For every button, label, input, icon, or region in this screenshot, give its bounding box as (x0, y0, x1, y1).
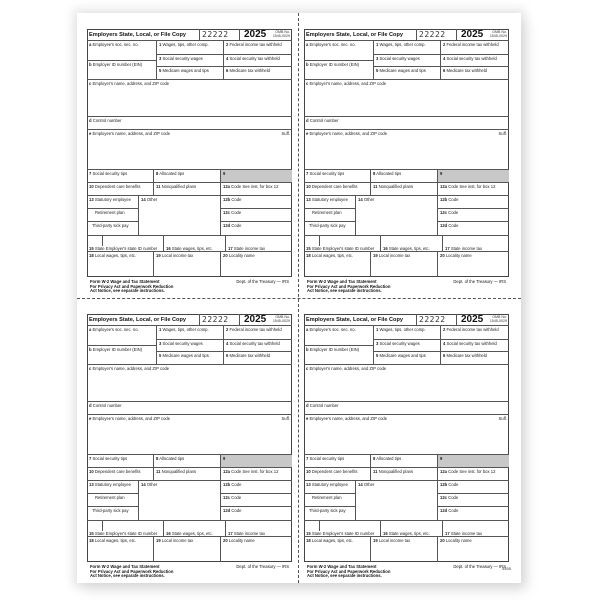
box-12a[interactable]: 12a Code See inst. for box 12 (221, 183, 292, 196)
form-year-block (457, 314, 509, 326)
omb-value: 1545-0029 (489, 319, 507, 324)
footer-dept: Dept. of the Treasury — IRS (236, 564, 289, 569)
form-footer (304, 564, 509, 578)
box-12a[interactable]: 12a Code See inst. for box 12 (438, 183, 509, 196)
box-2[interactable]: 2 Federal income tax withheld (224, 41, 292, 55)
form-footer-notice (307, 565, 390, 579)
box-17[interactable]: 17 State income tax (226, 521, 292, 537)
box-a[interactable]: a Employee's soc. sec. no. (87, 326, 157, 346)
box-15-divider (102, 521, 103, 531)
box-9: 9 (221, 455, 292, 468)
box-3[interactable]: 3 Social security wages (157, 340, 224, 352)
w2-form-copy (304, 29, 509, 294)
box-12a[interactable]: 12a Code See inst. for box 12 (438, 468, 509, 481)
form-footer (87, 564, 292, 578)
footer-privacy-line: For Privacy Act and Paperwork Reduction (307, 283, 391, 289)
omb-number (273, 315, 290, 323)
form-copy-title: Employers State, Local, or File Copy (304, 29, 417, 41)
box-6[interactable]: 6 Medicare tax withheld (441, 67, 509, 80)
box-a[interactable]: a Employee's soc. sec. no. (304, 41, 374, 61)
box-9: 9 (221, 170, 292, 183)
box-13-retirement[interactable]: Retirement plan (304, 494, 356, 507)
footer-privacy-line: For Privacy Act and Paperwork Reduction (307, 568, 391, 574)
box-6[interactable]: 6 Medicare tax withheld (224, 67, 292, 80)
omb-label: OMB No. (492, 30, 507, 34)
tax-year: 2025 (461, 29, 484, 40)
form-footer-notice (90, 565, 173, 579)
box-10[interactable]: 10 Dependent care benefits (304, 468, 371, 481)
box-3[interactable]: 3 Social security wages (374, 55, 441, 67)
box-4[interactable]: 4 Social security tax withheld (224, 340, 292, 352)
box-3[interactable]: 3 Social security wages (374, 340, 441, 352)
box-13-retirement[interactable]: Retirement plan (87, 494, 139, 507)
box-10[interactable]: 10 Dependent care benefits (87, 468, 154, 481)
box-3[interactable]: 3 Social security wages (157, 55, 224, 67)
form-code-22222: 22222 (417, 314, 457, 326)
footer-form-name: Form W-2 Wage and Tax Statement (90, 279, 160, 284)
box-11[interactable]: 11 Nonqualified plans (154, 183, 221, 196)
box-13-statutory[interactable]: 13 Statutory employee (87, 196, 139, 209)
box-12c[interactable]: 12c Code (221, 209, 292, 222)
box-13-sickpay[interactable]: Third-party sick pay (304, 222, 356, 236)
form-copy-title: Employers State, Local, or File Copy (87, 314, 200, 326)
footer-form-name: Form W-2 Wage and Tax Statement (90, 564, 160, 569)
box-8[interactable]: 8 Allocated tips (154, 170, 221, 183)
form-year-block (457, 29, 509, 41)
box-16[interactable]: 16 State wages, tips, etc. (164, 521, 226, 537)
box-d[interactable]: d Control number (87, 117, 292, 130)
box-13-retirement[interactable]: Retirement plan (304, 209, 356, 222)
box-b[interactable]: b Employer ID number (EIN) (304, 61, 374, 80)
box-15[interactable]: 15 State Employer's state ID number (87, 236, 164, 252)
box-2[interactable]: 2 Federal income tax withheld (224, 326, 292, 340)
box-b[interactable]: b Employer ID number (EIN) (304, 346, 374, 365)
box-5[interactable]: 5 Medicare wages and tips (157, 67, 224, 80)
box-18[interactable]: 18 Local wages, tips, etc. (304, 537, 371, 562)
suffix-label: Suff. (281, 131, 290, 136)
box-1[interactable]: 1 Wages, tips, other comp. (157, 326, 224, 340)
tax-year: 2025 (244, 29, 267, 40)
omb-label: OMB No. (275, 30, 290, 34)
box-5[interactable]: 5 Medicare wages and tips (374, 352, 441, 365)
box-15[interactable]: 15 State Employer's state ID number (87, 521, 164, 537)
box-5[interactable]: 5 Medicare wages and tips (157, 352, 224, 365)
box-7[interactable]: 7 Social security tips (87, 170, 154, 183)
box-e[interactable]: e Employee's name, address, and ZIP code Suff. (87, 130, 292, 170)
box-14[interactable]: 14 Other (139, 196, 221, 236)
catalog-number: 5455 (502, 566, 511, 571)
form-copy-title: Employers State, Local, or File Copy (304, 314, 417, 326)
box-6[interactable]: 6 Medicare tax withheld (441, 352, 509, 365)
box-b[interactable]: b Employer ID number (EIN) (87, 346, 157, 365)
footer-dept: Dept. of the Treasury — IRS (453, 279, 506, 284)
box-1[interactable]: 1 Wages, tips, other comp. (374, 41, 441, 55)
box-11[interactable]: 11 Nonqualified plans (154, 468, 221, 481)
footer-notice-line: Act Notice, see separate instructions. (307, 288, 382, 294)
box-c[interactable]: c Employer's name, address, and ZIP code (87, 365, 292, 402)
box-14[interactable]: 14 Other (139, 481, 221, 521)
box-15-divider (102, 236, 103, 246)
box-12b[interactable]: 12b Code (438, 481, 509, 494)
box-8[interactable]: 8 Allocated tips (154, 455, 221, 468)
form-code-22222: 22222 (200, 29, 240, 41)
box-19[interactable]: 19 Local income tax (371, 252, 438, 277)
footer-form-name: Form W-2 Wage and Tax Statement (307, 279, 377, 284)
box-e[interactable]: e Employee's name, address, and ZIP code Suff. (304, 415, 509, 455)
box-4[interactable]: 4 Social security tax withheld (441, 340, 509, 352)
footer-notice-line: Act Notice, see separate instructions. (307, 573, 382, 579)
tax-year: 2025 (244, 314, 267, 325)
box-14[interactable]: 14 Other (356, 481, 438, 521)
box-2[interactable]: 2 Federal income tax withheld (441, 326, 509, 340)
form-footer-notice (90, 280, 173, 294)
box-d[interactable]: d Control number (87, 402, 292, 415)
box-8[interactable]: 8 Allocated tips (371, 170, 438, 183)
box-10[interactable]: 10 Dependent care benefits (87, 183, 154, 196)
w2-sheet (77, 13, 521, 583)
form-year-block (240, 29, 292, 41)
box-e[interactable]: e Employee's name, address, and ZIP code Suff. (304, 130, 509, 170)
box-5[interactable]: 5 Medicare wages and tips (374, 67, 441, 80)
horizontal-perforation (77, 298, 521, 299)
box-12b[interactable]: 12b Code (221, 481, 292, 494)
footer-dept: Dept. of the Treasury — IRS (453, 564, 506, 569)
box-a[interactable]: a Employee's soc. sec. no. (87, 41, 157, 61)
box-15[interactable]: 15 State Employer's state ID number (304, 236, 381, 252)
w2-form-copy (304, 314, 509, 579)
box-a[interactable]: a Employee's soc. sec. no. (304, 326, 374, 346)
box-13-sickpay[interactable]: Third-party sick pay (304, 507, 356, 521)
footer-privacy-line: For Privacy Act and Paperwork Reduction (90, 283, 174, 289)
form-footer-notice (307, 280, 390, 294)
box-20[interactable]: 20 Locality name (223, 253, 255, 258)
footer-notice-line: Act Notice, see separate instructions. (90, 288, 165, 294)
box-12d[interactable]: 12d Code (221, 222, 292, 236)
box-20[interactable]: 20 Locality name (440, 253, 472, 258)
omb-label: OMB No. (275, 315, 290, 319)
box-17[interactable]: 17 State income tax (443, 236, 509, 252)
omb-value: 1545-0029 (272, 319, 290, 324)
omb-number (273, 30, 290, 38)
box-12c[interactable]: 12c Code (221, 494, 292, 507)
box-11[interactable]: 11 Nonqualified plans (371, 468, 438, 481)
box-2[interactable]: 2 Federal income tax withheld (441, 41, 509, 55)
omb-value: 1545-0029 (489, 34, 507, 39)
box-9: 9 (438, 455, 509, 468)
box-c[interactable]: c Employer's name, address, and ZIP code (87, 80, 292, 117)
box-c[interactable]: c Employer's name, address, and ZIP code (304, 365, 509, 402)
form-footer (87, 279, 292, 293)
box-7[interactable]: 7 Social security tips (304, 170, 371, 183)
box-16[interactable]: 16 State wages, tips, etc. (164, 236, 226, 252)
form-code-22222: 22222 (417, 29, 457, 41)
footer-form-name: Form W-2 Wage and Tax Statement (307, 564, 377, 569)
box-c[interactable]: c Employer's name, address, and ZIP code (304, 80, 509, 117)
omb-number (490, 30, 507, 38)
box-12d[interactable]: 12d Code (438, 507, 509, 521)
suffix-label: Suff. (281, 416, 290, 421)
box-12d[interactable]: 12d Code (438, 222, 509, 236)
box-d[interactable]: d Control number (304, 117, 509, 130)
box-20[interactable]: 20 Locality name (223, 538, 255, 543)
box-12c[interactable]: 12c Code (438, 494, 509, 507)
box-b[interactable]: b Employer ID number (EIN) (87, 61, 157, 80)
box-4[interactable]: 4 Social security tax withheld (441, 55, 509, 67)
form-copy-title: Employers State, Local, or File Copy (87, 29, 200, 41)
box-13-statutory[interactable]: 13 Statutory employee (87, 481, 139, 494)
box-18[interactable]: 18 Local wages, tips, etc. (304, 252, 371, 277)
box-6[interactable]: 6 Medicare tax withheld (224, 352, 292, 365)
box-4[interactable]: 4 Social security tax withheld (224, 55, 292, 67)
suffix-label: Suff. (498, 416, 507, 421)
box-18[interactable]: 18 Local wages, tips, etc. (87, 252, 154, 277)
box-d[interactable]: d Control number (304, 402, 509, 415)
w2-form-copy (87, 314, 292, 579)
box-12c[interactable]: 12c Code (438, 209, 509, 222)
box-19[interactable]: 19 Local income tax (154, 252, 221, 277)
box-11[interactable]: 11 Nonqualified plans (371, 183, 438, 196)
form-year-block (240, 314, 292, 326)
box-12b[interactable]: 12b Code (221, 196, 292, 209)
box-15-divider (319, 236, 320, 246)
box-10[interactable]: 10 Dependent care benefits (304, 183, 371, 196)
box-19[interactable]: 19 Local income tax (154, 537, 221, 562)
box-13-statutory[interactable]: 13 Statutory employee (304, 196, 356, 209)
box-7[interactable]: 7 Social security tips (304, 455, 371, 468)
box-15-divider (319, 521, 320, 531)
box-16[interactable]: 16 State wages, tips, etc. (381, 521, 443, 537)
omb-label: OMB No. (492, 315, 507, 319)
box-12a[interactable]: 12a Code See inst. for box 12 (221, 468, 292, 481)
footer-notice-line: Act Notice, see separate instructions. (90, 573, 165, 579)
box-13-sickpay[interactable]: Third-party sick pay (87, 222, 139, 236)
box-17[interactable]: 17 State income tax (443, 521, 509, 537)
omb-value: 1545-0029 (272, 34, 290, 39)
box-13-retirement[interactable]: Retirement plan (87, 209, 139, 222)
box-e[interactable]: e Employee's name, address, and ZIP code Suff. (87, 415, 292, 455)
footer-dept: Dept. of the Treasury — IRS (236, 279, 289, 284)
footer-privacy-line: For Privacy Act and Paperwork Reduction (90, 568, 174, 574)
box-8[interactable]: 8 Allocated tips (371, 455, 438, 468)
w2-form-copy (87, 29, 292, 294)
box-13-sickpay[interactable]: Third-party sick pay (87, 507, 139, 521)
box-1[interactable]: 1 Wages, tips, other comp. (157, 41, 224, 55)
box-12d[interactable]: 12d Code (221, 507, 292, 521)
box-7[interactable]: 7 Social security tips (87, 455, 154, 468)
box-15[interactable]: 15 State Employer's state ID number (304, 521, 381, 537)
box-17[interactable]: 17 State income tax (226, 236, 292, 252)
box-1[interactable]: 1 Wages, tips, other comp. (374, 326, 441, 340)
box-16[interactable]: 16 State wages, tips, etc. (381, 236, 443, 252)
box-9: 9 (438, 170, 509, 183)
box-13-statutory[interactable]: 13 Statutory employee (304, 481, 356, 494)
suffix-label: Suff. (498, 131, 507, 136)
form-code-22222: 22222 (200, 314, 240, 326)
form-footer (304, 279, 509, 293)
box-20[interactable]: 20 Locality name (440, 538, 472, 543)
tax-year: 2025 (461, 314, 484, 325)
omb-number (490, 315, 507, 323)
box-14[interactable]: 14 Other (356, 196, 438, 236)
box-12b[interactable]: 12b Code (438, 196, 509, 209)
box-19[interactable]: 19 Local income tax (371, 537, 438, 562)
box-18[interactable]: 18 Local wages, tips, etc. (87, 537, 154, 562)
